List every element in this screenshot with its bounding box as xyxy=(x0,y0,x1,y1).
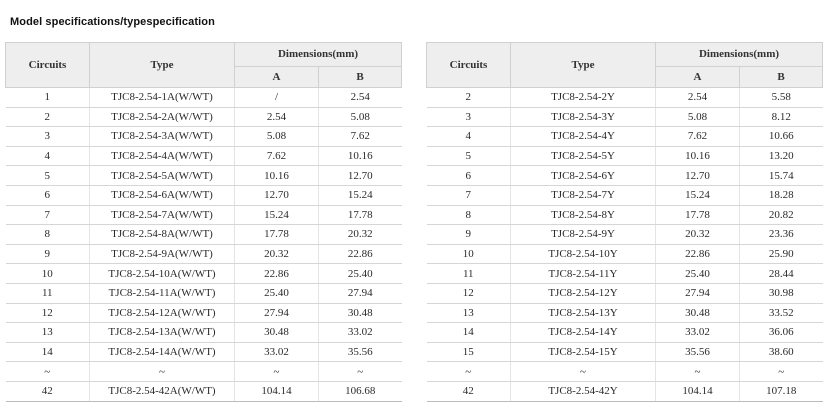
cell-b: 8.12 xyxy=(740,107,823,127)
cell-a: 22.86 xyxy=(656,244,740,264)
cell-b: 7.62 xyxy=(319,127,402,147)
cell-type: TJC8-2.54-14A(W/WT) xyxy=(90,342,235,362)
page-title: Model specifications/typespecification xyxy=(10,16,215,28)
cell-b: 30.48 xyxy=(319,303,402,323)
cell-b: 106.68 xyxy=(319,381,402,401)
header-type: Type xyxy=(511,43,656,88)
cell-b: 12.70 xyxy=(319,166,402,186)
cell-b: 33.52 xyxy=(740,303,823,323)
spec-table-right xyxy=(426,42,823,402)
table-row xyxy=(6,264,402,284)
header-dimensions: Dimensions(mm) xyxy=(656,43,823,67)
table-row xyxy=(6,185,402,205)
table-row xyxy=(427,185,823,205)
cell-circuits: 3 xyxy=(6,127,90,147)
cell-b: 28.44 xyxy=(740,264,823,284)
table-row xyxy=(6,323,402,343)
cell-type: ~ xyxy=(90,362,235,382)
header-type: Type xyxy=(90,43,235,88)
cell-b: 17.78 xyxy=(319,205,402,225)
cell-circuits: ~ xyxy=(427,362,511,382)
cell-a: 27.94 xyxy=(656,283,740,303)
table-row xyxy=(427,264,823,284)
cell-b: 25.40 xyxy=(319,264,402,284)
cell-b: 18.28 xyxy=(740,185,823,205)
table-row xyxy=(6,146,402,166)
cell-circuits: 9 xyxy=(6,244,90,264)
cell-circuits: 11 xyxy=(6,283,90,303)
cell-a: 12.70 xyxy=(235,185,319,205)
table-row xyxy=(6,166,402,186)
header-a: A xyxy=(656,66,740,87)
cell-circuits: 3 xyxy=(427,107,511,127)
cell-type: TJC8-2.54-5Y xyxy=(511,146,656,166)
cell-circuits: 1 xyxy=(6,88,90,108)
cell-a: ~ xyxy=(656,362,740,382)
table-row xyxy=(427,283,823,303)
cell-b: 5.08 xyxy=(319,107,402,127)
cell-circuits: 5 xyxy=(427,146,511,166)
cell-circuits: 14 xyxy=(427,323,511,343)
cell-circuits: 4 xyxy=(427,127,511,147)
cell-a: 2.54 xyxy=(235,107,319,127)
cell-b: ~ xyxy=(740,362,823,382)
cell-b: 20.32 xyxy=(319,225,402,245)
cell-b: 25.90 xyxy=(740,244,823,264)
cell-circuits: 6 xyxy=(6,185,90,205)
cell-type: TJC8-2.54-10Y xyxy=(511,244,656,264)
cell-type: TJC8-2.54-2A(W/WT) xyxy=(90,107,235,127)
table-row xyxy=(6,362,402,382)
cell-b: 22.86 xyxy=(319,244,402,264)
cell-b: 10.16 xyxy=(319,146,402,166)
cell-a: 2.54 xyxy=(656,88,740,108)
cell-type: TJC8-2.54-8Y xyxy=(511,205,656,225)
cell-a: 104.14 xyxy=(235,381,319,401)
cell-circuits: 8 xyxy=(6,225,90,245)
spec-table-left xyxy=(5,42,402,402)
cell-b: 23.36 xyxy=(740,225,823,245)
cell-circuits: 42 xyxy=(6,381,90,401)
table-row xyxy=(427,88,823,108)
cell-circuits: 12 xyxy=(427,283,511,303)
cell-a: 7.62 xyxy=(656,127,740,147)
cell-b: 15.74 xyxy=(740,166,823,186)
cell-a: 10.16 xyxy=(235,166,319,186)
cell-a: 5.08 xyxy=(656,107,740,127)
cell-type: TJC8-2.54-2Y xyxy=(511,88,656,108)
cell-b: 35.56 xyxy=(319,342,402,362)
cell-a: 20.32 xyxy=(235,244,319,264)
cell-a: 33.02 xyxy=(656,323,740,343)
cell-circuits: ~ xyxy=(6,362,90,382)
cell-type: TJC8-2.54-12Y xyxy=(511,283,656,303)
cell-circuits: 12 xyxy=(6,303,90,323)
cell-b: ~ xyxy=(319,362,402,382)
cell-type: TJC8-2.54-11Y xyxy=(511,264,656,284)
header-b: B xyxy=(740,66,823,87)
header-circuits: Circuits xyxy=(6,43,90,88)
table-row xyxy=(427,244,823,264)
cell-a: 25.40 xyxy=(235,283,319,303)
table-body xyxy=(6,88,402,402)
cell-circuits: 10 xyxy=(427,244,511,264)
cell-a: / xyxy=(235,88,319,108)
cell-circuits: 42 xyxy=(427,381,511,401)
table-row xyxy=(6,381,402,401)
table-row xyxy=(427,146,823,166)
cell-b: 30.98 xyxy=(740,283,823,303)
cell-type: TJC8-2.54-3Y xyxy=(511,107,656,127)
cell-a: 30.48 xyxy=(656,303,740,323)
cell-b: 13.20 xyxy=(740,146,823,166)
cell-circuits: 13 xyxy=(6,323,90,343)
table-body xyxy=(427,88,823,402)
table-row xyxy=(6,244,402,264)
cell-a: 5.08 xyxy=(235,127,319,147)
cell-a: 17.78 xyxy=(656,205,740,225)
table-row xyxy=(427,342,823,362)
cell-circuits: 4 xyxy=(6,146,90,166)
cell-type: TJC8-2.54-9A(W/WT) xyxy=(90,244,235,264)
table-row xyxy=(427,107,823,127)
cell-type: TJC8-2.54-13Y xyxy=(511,303,656,323)
cell-circuits: 14 xyxy=(6,342,90,362)
cell-circuits: 2 xyxy=(6,107,90,127)
cell-a: 12.70 xyxy=(656,166,740,186)
cell-type: TJC8-2.54-1A(W/WT) xyxy=(90,88,235,108)
cell-a: 15.24 xyxy=(235,205,319,225)
cell-circuits: 10 xyxy=(6,264,90,284)
cell-a: 30.48 xyxy=(235,323,319,343)
table-row xyxy=(427,166,823,186)
cell-a: 35.56 xyxy=(656,342,740,362)
cell-type: TJC8-2.54-8A(W/WT) xyxy=(90,225,235,245)
table-row xyxy=(6,127,402,147)
table-row xyxy=(6,342,402,362)
cell-b: 2.54 xyxy=(319,88,402,108)
table-row xyxy=(6,107,402,127)
table-row xyxy=(6,205,402,225)
table-row xyxy=(427,323,823,343)
cell-b: 36.06 xyxy=(740,323,823,343)
cell-b: 27.94 xyxy=(319,283,402,303)
cell-type: TJC8-2.54-4A(W/WT) xyxy=(90,146,235,166)
cell-a: 15.24 xyxy=(656,185,740,205)
cell-a: 22.86 xyxy=(235,264,319,284)
cell-a: ~ xyxy=(235,362,319,382)
cell-type: TJC8-2.54-3A(W/WT) xyxy=(90,127,235,147)
cell-b: 38.60 xyxy=(740,342,823,362)
cell-b: 33.02 xyxy=(319,323,402,343)
cell-a: 20.32 xyxy=(656,225,740,245)
table-row xyxy=(6,225,402,245)
cell-a: 104.14 xyxy=(656,381,740,401)
header-dimensions: Dimensions(mm) xyxy=(235,43,402,67)
table-row xyxy=(6,303,402,323)
table-row xyxy=(6,88,402,108)
header-b: B xyxy=(319,66,402,87)
header-a: A xyxy=(235,66,319,87)
cell-circuits: 9 xyxy=(427,225,511,245)
cell-type: TJC8-2.54-7Y xyxy=(511,185,656,205)
cell-type: TJC8-2.54-9Y xyxy=(511,225,656,245)
table-row xyxy=(6,283,402,303)
header-circuits: Circuits xyxy=(427,43,511,88)
cell-circuits: 8 xyxy=(427,205,511,225)
cell-b: 10.66 xyxy=(740,127,823,147)
cell-a: 25.40 xyxy=(656,264,740,284)
cell-circuits: 15 xyxy=(427,342,511,362)
table-row xyxy=(427,225,823,245)
cell-b: 15.24 xyxy=(319,185,402,205)
cell-circuits: 7 xyxy=(6,205,90,225)
cell-b: 5.58 xyxy=(740,88,823,108)
cell-a: 27.94 xyxy=(235,303,319,323)
cell-type: TJC8-2.54-5A(W/WT) xyxy=(90,166,235,186)
cell-type: TJC8-2.54-10A(W/WT) xyxy=(90,264,235,284)
cell-circuits: 6 xyxy=(427,166,511,186)
cell-a: 17.78 xyxy=(235,225,319,245)
cell-type: TJC8-2.54-7A(W/WT) xyxy=(90,205,235,225)
table-row xyxy=(427,362,823,382)
cell-a: 7.62 xyxy=(235,146,319,166)
cell-type: TJC8-2.54-4Y xyxy=(511,127,656,147)
cell-circuits: 11 xyxy=(427,264,511,284)
cell-a: 33.02 xyxy=(235,342,319,362)
cell-circuits: 7 xyxy=(427,185,511,205)
cell-type: TJC8-2.54-6Y xyxy=(511,166,656,186)
table-row xyxy=(427,205,823,225)
cell-type: TJC8-2.54-15Y xyxy=(511,342,656,362)
cell-type: TJC8-2.54-13A(W/WT) xyxy=(90,323,235,343)
cell-circuits: 5 xyxy=(6,166,90,186)
cell-type: TJC8-2.54-14Y xyxy=(511,323,656,343)
table-row xyxy=(427,381,823,401)
cell-b: 107.18 xyxy=(740,381,823,401)
table-row xyxy=(427,303,823,323)
cell-circuits: 13 xyxy=(427,303,511,323)
cell-type: TJC8-2.54-42Y xyxy=(511,381,656,401)
cell-type: ~ xyxy=(511,362,656,382)
cell-circuits: 2 xyxy=(427,88,511,108)
cell-b: 20.82 xyxy=(740,205,823,225)
table-row xyxy=(427,127,823,147)
cell-type: TJC8-2.54-12A(W/WT) xyxy=(90,303,235,323)
cell-type: TJC8-2.54-11A(W/WT) xyxy=(90,283,235,303)
cell-type: TJC8-2.54-42A(W/WT) xyxy=(90,381,235,401)
cell-a: 10.16 xyxy=(656,146,740,166)
cell-type: TJC8-2.54-6A(W/WT) xyxy=(90,185,235,205)
